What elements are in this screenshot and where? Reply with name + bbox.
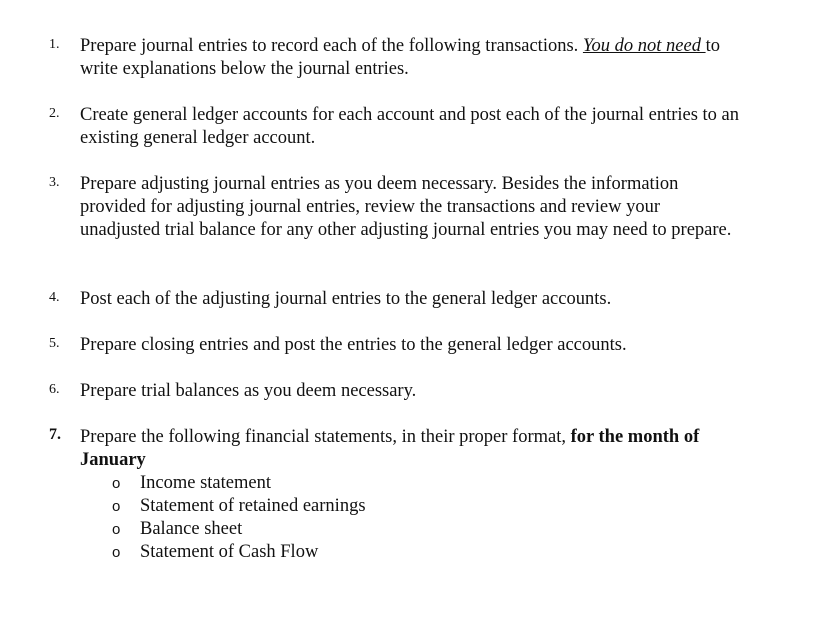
item-text: Prepare adjusting journal entries as you deem necessary. Besides the information provided for adjusting journal entries, review the transactions and review your unadjusted trial balance for any other adjusting journal entries you may need to prepare. bbox=[80, 174, 732, 240]
item-number: 5. bbox=[49, 336, 60, 351]
emphasis-text: You do not need bbox=[582, 36, 706, 56]
item-number: 1. bbox=[49, 37, 60, 52]
item-text: Create general ledger accounts for each account and post each of the journal entries to an existing general ledger account. bbox=[80, 105, 740, 148]
circle-bullet-icon: o bbox=[112, 544, 121, 561]
sub-item-label: Statement of Cash Flow bbox=[140, 542, 319, 562]
item-number: 4. bbox=[49, 290, 60, 305]
item-number: 6. bbox=[49, 382, 60, 397]
item-text-part: Prepare the following financial statements, in their proper format, bbox=[80, 427, 571, 447]
sub-item-label: Balance sheet bbox=[140, 519, 243, 539]
item-number: 2. bbox=[49, 106, 60, 121]
item-text: Prepare trial balances as you deem necessary. bbox=[80, 381, 417, 401]
circle-bullet-icon: o bbox=[112, 498, 121, 515]
sub-item-label: Income statement bbox=[140, 473, 271, 493]
circle-bullet-icon: o bbox=[112, 521, 121, 538]
item-text-part: Prepare journal entries to record each of the following transactions. bbox=[80, 36, 583, 56]
item-text: Prepare closing entries and post the entries to the general ledger accounts. bbox=[80, 335, 627, 355]
bold-text: for the month of January bbox=[80, 427, 700, 470]
item-number: 3. bbox=[49, 175, 60, 190]
item-text bbox=[80, 35, 740, 81]
item-text: Post each of the adjusting journal entries to the general ledger accounts. bbox=[80, 289, 612, 309]
circle-bullet-icon: o bbox=[112, 475, 121, 492]
item-number: 7. bbox=[49, 426, 61, 443]
sub-item-label: Statement of retained earnings bbox=[140, 496, 366, 516]
item-text bbox=[80, 426, 740, 472]
item-text-part: to write explanations below the journal entries. bbox=[80, 36, 720, 79]
